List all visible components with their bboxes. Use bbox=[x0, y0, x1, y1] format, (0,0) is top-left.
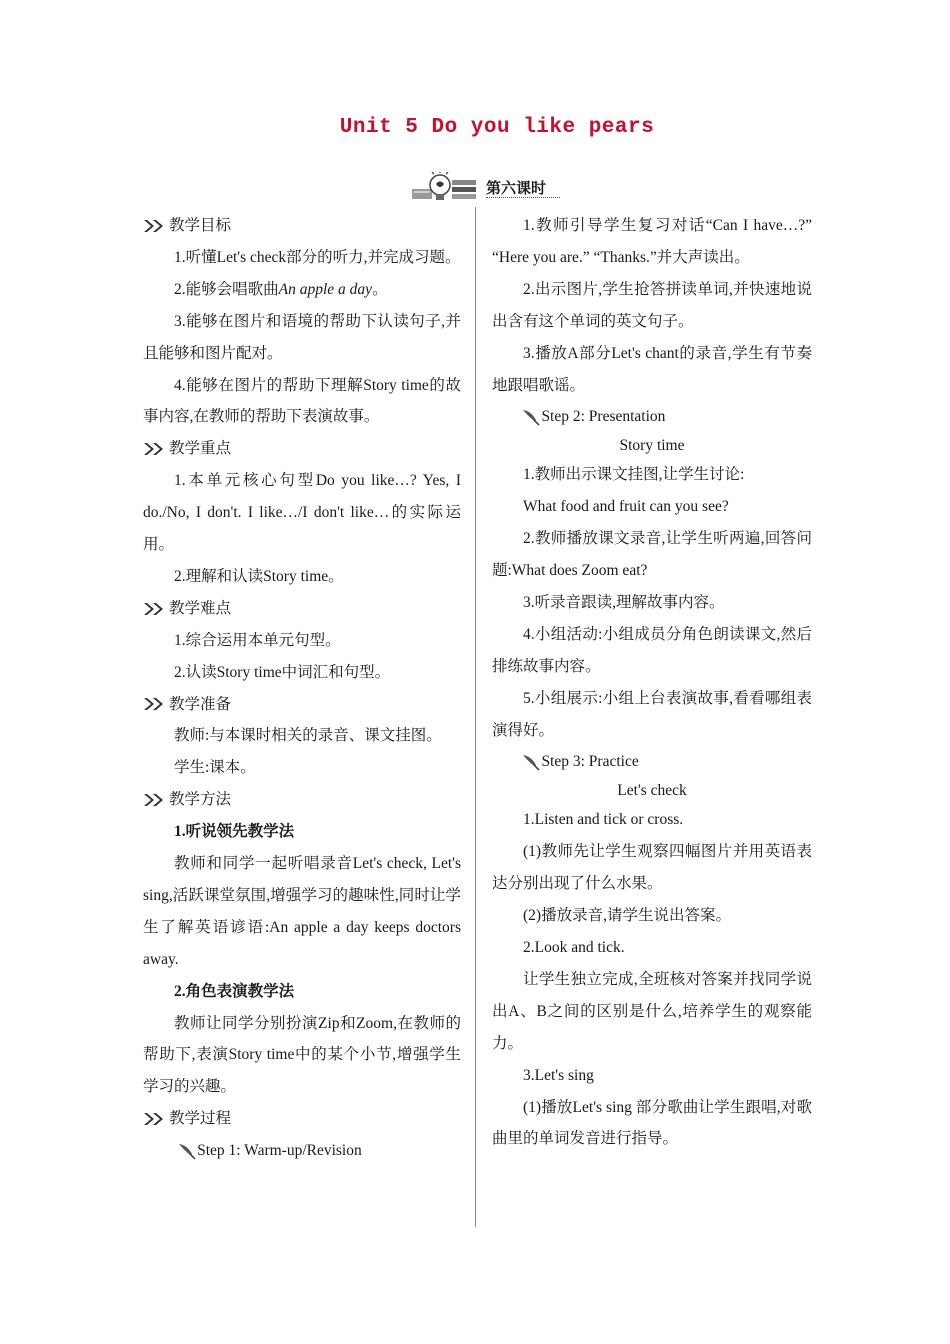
difficulty-item: 1.综合运用本单元句型。 bbox=[174, 631, 341, 649]
step2-item: 3.听录音跟读,理解故事内容。 bbox=[523, 593, 725, 611]
goal-item: 3.能够在图片和语境的帮助下认读句子,并且能够和图片配对。 bbox=[143, 312, 461, 362]
step-heading: Step 2: Presentation bbox=[492, 401, 812, 433]
left-column bbox=[143, 210, 461, 1167]
double-chevron-icon bbox=[143, 442, 167, 456]
column-divider bbox=[475, 207, 476, 1227]
double-chevron-icon bbox=[143, 793, 167, 807]
preparation-item: 学生:课本。 bbox=[174, 759, 256, 777]
section-heading: 教学方法 bbox=[169, 791, 232, 809]
lightbulb-books-icon bbox=[410, 172, 480, 202]
step3-item: (1)教师先让学生观察四幅图片并用英语表达分别出现了什么水果。 bbox=[492, 843, 812, 893]
step-heading: Step 3: Practice bbox=[492, 746, 812, 778]
double-chevron-icon bbox=[143, 602, 167, 616]
section-process bbox=[143, 1103, 461, 1135]
step3-item: 3.Let's sing bbox=[523, 1066, 594, 1084]
lesson-label: 第六课时 bbox=[486, 179, 560, 198]
lesson-header bbox=[410, 172, 560, 202]
step2-item: 2.教师播放课文录音,让学生听两遍,回答问题:What does Zoom eat? bbox=[492, 530, 812, 580]
preparation-item: 教师:与本课时相关的录音、课文挂图。 bbox=[174, 727, 442, 745]
step3-item: 1.Listen and tick or cross. bbox=[523, 811, 684, 829]
double-chevron-icon bbox=[143, 697, 167, 711]
quill-pen-icon bbox=[521, 408, 541, 426]
right-column bbox=[492, 210, 812, 1155]
difficulty-item: 2.认读Story time中词汇和句型。 bbox=[174, 663, 391, 681]
step3-item: (1)播放Let's sing 部分歌曲让学生跟唱,对歌曲里的单词发音进行指导。 bbox=[492, 1098, 812, 1148]
method-title: 1.听说领先教学法 bbox=[174, 823, 295, 841]
section-methods bbox=[143, 784, 461, 816]
song-title: An apple a day bbox=[278, 280, 373, 298]
step3-item: (2)播放录音,请学生说出答案。 bbox=[523, 907, 731, 925]
quill-pen-icon bbox=[521, 753, 541, 771]
quill-pen-icon bbox=[177, 1142, 197, 1160]
page-title: Unit 5 Do you like pears bbox=[339, 116, 655, 139]
step3-item: 让学生独立完成,全班核对答案并找同学说出A、B之间的区别是什么,培养学生的观察能力。 bbox=[492, 970, 812, 1052]
step2-item: What food and fruit can you see? bbox=[523, 498, 729, 516]
step1-item: 2.出示图片,学生抢答拼读单词,并快速地说出含有这个单词的英文句子。 bbox=[492, 280, 812, 330]
subsection-title: Let's check bbox=[617, 782, 687, 800]
section-heading: 教学过程 bbox=[169, 1110, 232, 1128]
method-text: 教师和同学一起听唱录音Let's check, Let's sing,活跃课堂氛围,增强学习的趣味性,同时让学生了解英语谚语:An apple a day keeps doctors away. bbox=[143, 855, 461, 968]
step1-item: 1.教师引导学生复习对话“Can I have…?” “Here you are.” “Thanks.”并大声读出。 bbox=[492, 217, 812, 266]
method-title: 2.角色表演教学法 bbox=[174, 982, 295, 1000]
step3-item: 2.Look and tick. bbox=[523, 939, 625, 956]
section-heading: 教学重点 bbox=[169, 440, 232, 458]
step2-item: 1.教师出示课文挂图,让学生讨论: bbox=[523, 466, 745, 484]
goal-item: 2.能够会唱歌曲An apple a day。 bbox=[174, 280, 388, 298]
step1-item: 3.播放A部分Let's chant的录音,学生有节奏地跟唱歌谣。 bbox=[492, 344, 812, 394]
section-difficulties bbox=[143, 593, 461, 625]
section-preparation bbox=[143, 689, 461, 721]
section-heading: 教学准备 bbox=[169, 695, 232, 713]
section-goals bbox=[143, 210, 461, 242]
section-heading: 教学目标 bbox=[169, 217, 232, 234]
double-chevron-icon bbox=[143, 219, 167, 233]
step-heading: Step 1: Warm-up/Revision bbox=[143, 1135, 461, 1167]
section-key-points bbox=[143, 433, 461, 465]
subsection-title: Story time bbox=[619, 437, 685, 455]
key-point-item: 2.理解和认读Story time。 bbox=[174, 567, 344, 585]
step2-item: 4.小组活动:小组成员分角色朗读课文,然后排练故事内容。 bbox=[492, 625, 812, 675]
key-point-item: 1.本单元核心句型Do you like…? Yes, I do./No, I don't. I like…/I don't like…的实际运用。 bbox=[143, 472, 461, 554]
goal-item: 1.听懂Let's check部分的听力,并完成习题。 bbox=[174, 248, 461, 266]
step2-item: 5.小组展示:小组上台表演故事,看看哪组表演得好。 bbox=[492, 689, 812, 739]
method-text: 教师让同学分别扮演Zip和Zoom,在教师的帮助下,表演Story time中的某个小节,增强学生学习的兴趣。 bbox=[143, 1014, 461, 1096]
goal-item: 4.能够在图片的帮助下理解Story time的故事内容,在教师的帮助下表演故事。 bbox=[143, 376, 461, 426]
double-chevron-icon bbox=[143, 1112, 167, 1126]
section-heading: 教学难点 bbox=[169, 599, 232, 617]
